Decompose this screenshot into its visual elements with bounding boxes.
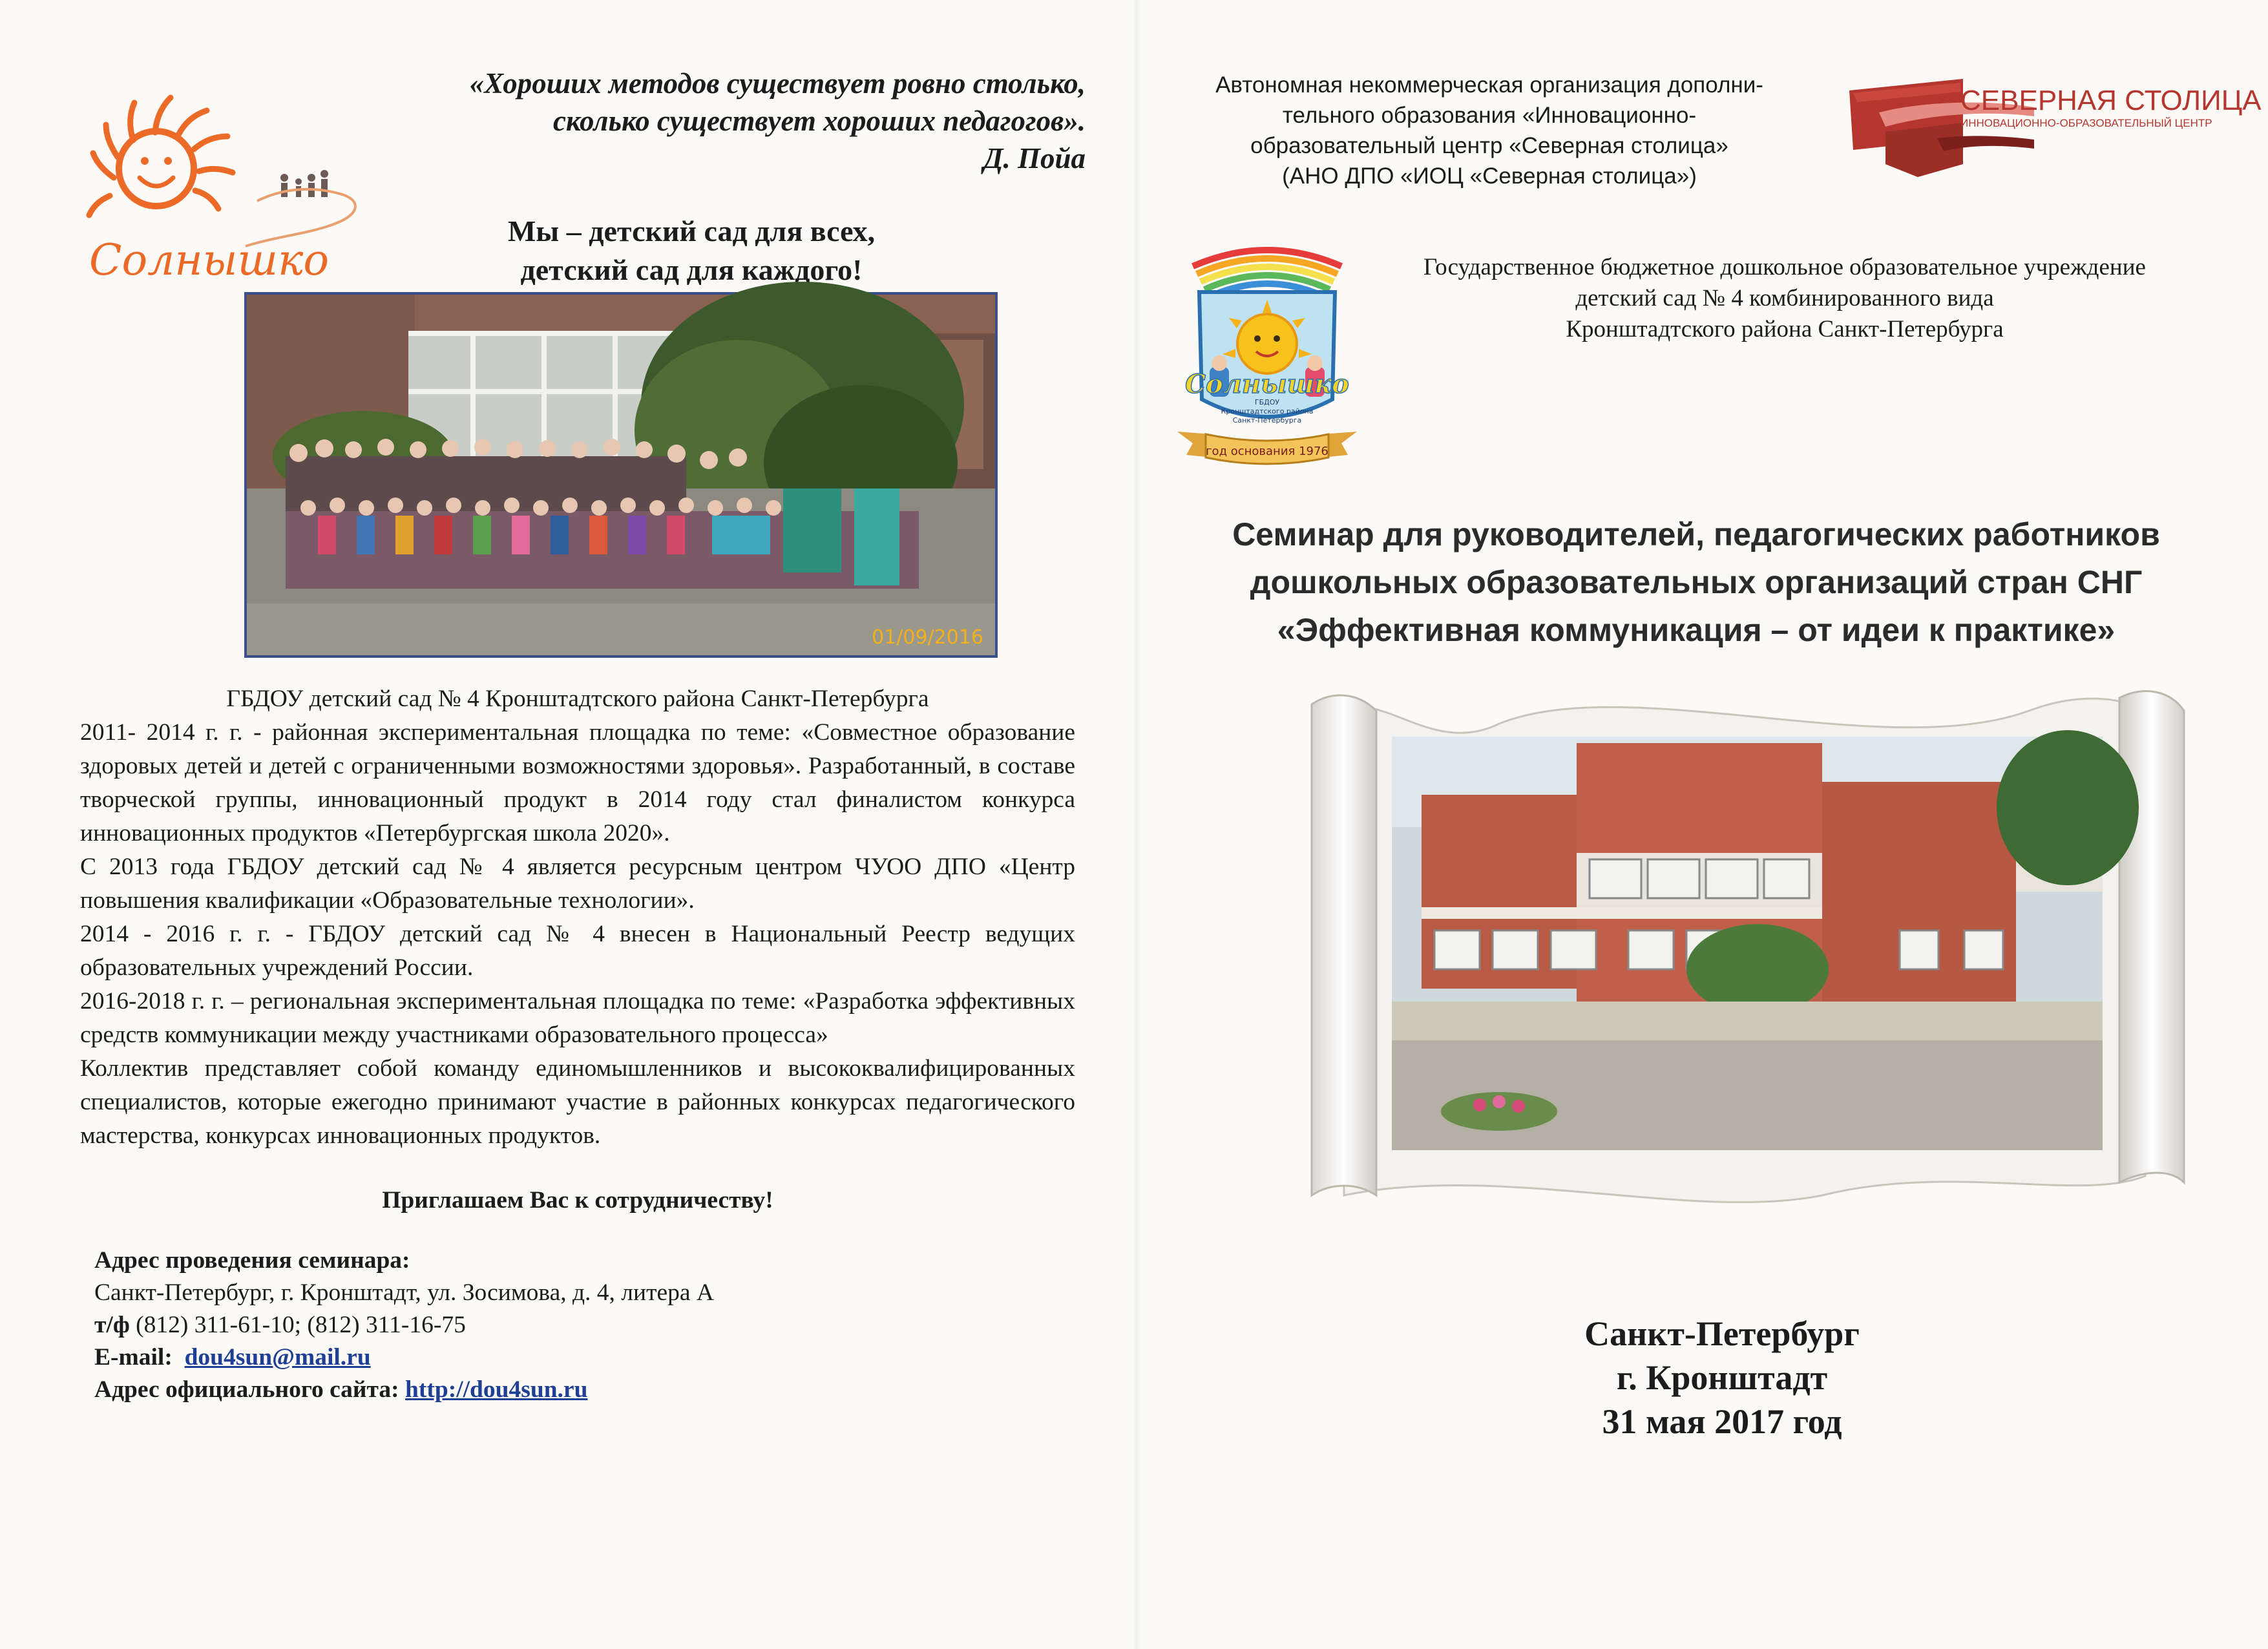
ano-line-4: (АНО ДПО «ИОЦ «Северная столица»)	[1282, 163, 1697, 189]
sun-logo-icon	[84, 81, 368, 294]
dou-logo-small-1: ГБДОУ	[1254, 398, 1280, 406]
group-photo	[244, 292, 998, 658]
about-section	[80, 682, 1075, 1153]
invitation: Приглашаем Вас к сотрудничеству!	[382, 1187, 773, 1213]
gbdou-line-3: Кронштадтского района Санкт-Петербурга	[1566, 316, 2004, 342]
seminar-line-1: Семинар для руководителей, педагогических работников	[1232, 516, 2160, 552]
motto-line-1: Мы – детский сад для всех,	[507, 215, 876, 247]
dou-logo-small-2: Кронштадтского района	[1221, 407, 1314, 415]
quote-author: Д. Пойа	[983, 142, 1086, 174]
group-photo-image	[247, 295, 995, 655]
quote-line-2: сколько существует хороших педагогов».	[552, 105, 1086, 137]
about-paragraph-5: Коллектив представляет собой команду единомышленников и высококвалифицированных специалистов, которые ежегодно принимают участие в районных конкурсах педагогического мастерства, конкурсах инновационных продуктов.	[80, 1055, 1075, 1149]
phone-label: т/ф	[94, 1312, 130, 1338]
logo-wordmark: Солнышко	[89, 235, 330, 285]
ano-line-1: Автономная некоммерческая организация дополни-	[1215, 72, 1763, 98]
address-label: Адрес проведения семинара:	[94, 1247, 410, 1274]
dou-solnyshko-logo-icon	[1173, 240, 1361, 477]
site-label: Адрес официального сайта:	[94, 1376, 399, 1403]
about-paragraph-3: 2014 - 2016 г. г. - ГБДОУ детский сад № 4 внесен в Национальный Реестр ведущих образовательных учреждений России.	[80, 921, 1075, 981]
address-value: Санкт-Петербург, г. Кронштадт, ул. Зосимова, д. 4, литера А	[94, 1279, 714, 1306]
building-photo-scroll	[1305, 685, 2190, 1213]
motto	[414, 212, 969, 289]
severnaya-stolitsa-logo-icon	[1840, 67, 2262, 184]
ano-organization-name	[1163, 70, 1816, 191]
quote-line-1: «Хороших методов существует ровно столько,	[469, 67, 1086, 100]
about-paragraph-2: С 2013 года ГБДОУ детский сад № 4 является ресурсным центром ЧУОО ДПО «Центр повышения квалификации «Образовательные технологии».	[80, 854, 1075, 914]
about-heading: ГБДОУ детский сад № 4 Кронштадтского района Санкт-Петербурга	[226, 686, 929, 712]
about-paragraph-4: 2016-2018 г. г. – региональная экспериментальная площадка по теме: «Разработка эффективных средств коммуникации между участниками образовательного процесса»	[80, 988, 1075, 1048]
seminar-title	[1163, 510, 2229, 654]
dou-logo-ribbon: год основания 1976	[1206, 445, 1328, 458]
gbdou-organization-name	[1365, 252, 2205, 345]
website-link[interactable]: http://dou4sun.ru	[405, 1376, 588, 1403]
dou-logo-small-3: Санкт-Петербурга	[1232, 416, 1302, 425]
email-label: E-mail:	[94, 1344, 173, 1371]
seminar-line-3: «Эффективная коммуникация – от идеи к практике»	[1277, 612, 2116, 648]
building-photo	[1392, 730, 2139, 1150]
about-paragraph-1: 2011- 2014 г. г. - районная экспериментальная площадка по теме: «Совместное образование здоровых детей и детей с ограниченными возможностями здоровья». Разработанный, в составе творческой группы, инновационный продукт в 2014 году стал финалистом конкурса инновационных продуктов «Петербургская школа 2020».	[80, 719, 1075, 846]
event-town: г. Кронштадт	[1616, 1358, 1828, 1397]
event-date: 31 мая 2017 год	[1602, 1402, 1842, 1441]
seminar-line-2: дошкольных образовательных организаций стран СНГ	[1250, 564, 2143, 600]
gbdou-line-1: Государственное бюджетное дошкольное образовательное учреждение	[1423, 254, 2146, 280]
ano-line-2: тельного образования «Инновационно-	[1282, 103, 1697, 128]
severnaya-title: СЕВЕРНАЯ СТОЛИЦА	[1960, 85, 2262, 116]
event-location-date	[1357, 1312, 2087, 1444]
motto-line-2: детский сад для каждого!	[520, 253, 863, 286]
phone-value: (812) 311-61-10; (812) 311-16-75	[136, 1312, 466, 1338]
gbdou-line-2: детский сад № 4 комбинированного вида	[1575, 285, 1994, 311]
epigraph-quote	[362, 65, 1086, 177]
ano-line-3: образовательный центр «Северная столица»	[1250, 133, 1728, 158]
event-city: Санкт-Петербург	[1584, 1314, 1860, 1353]
email-link[interactable]: dou4sun@mail.ru	[184, 1344, 371, 1371]
photo-date-stamp: 01/09/2016	[872, 626, 983, 649]
contacts-block	[94, 1245, 999, 1406]
dou-logo-name: Солнышко	[1185, 369, 1349, 399]
severnaya-subtitle: ИННОВАЦИОННО-ОБРАЗОВАТЕЛЬНЫЙ ЦЕНТР	[1960, 117, 2212, 129]
